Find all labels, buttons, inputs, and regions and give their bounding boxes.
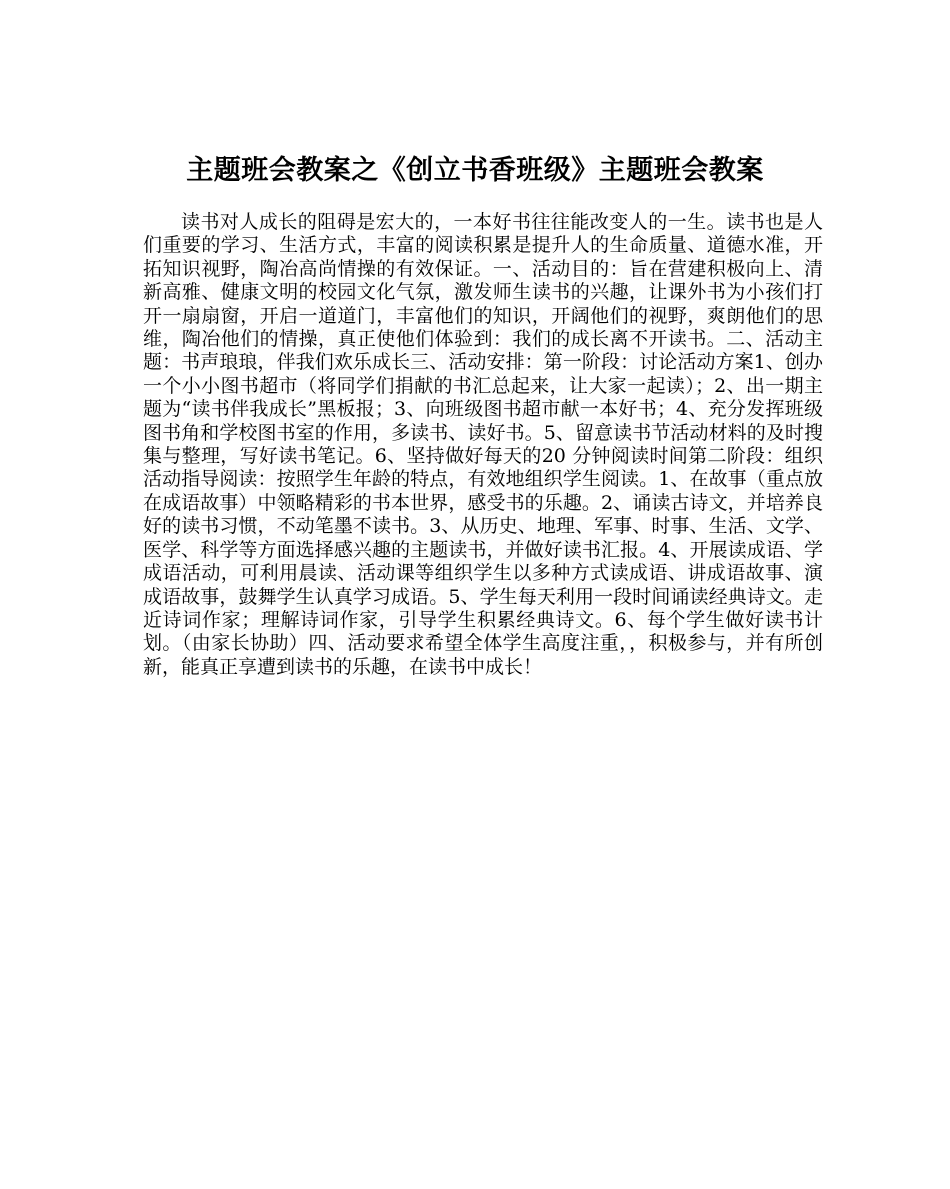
document-title: 主题班会教案之《创立书香班级》主题班会教案 bbox=[186, 155, 764, 187]
document-body-paragraph: 读书对人成长的阻碍是宏大的，一本好书往往能改变人的一生。读书也是人们重要的学习、生活方式，丰富的阅读积累是提升人的生命质量、道德水准，开拓知识视野，陶冶高尚情操的有效保证。一、活动目的：旨在营建积极向上、清新高雅、健康文明的校园文化气氛，激发师生读书的兴趣，让课外书为小孩们打开一扇扇窗，开启一道道门，丰富他们的知识，开阔他们的视野，爽朗他们的思维，陶冶他们的情操，真正使他们体验到：我们的成长离不开读书。二、活动主题：书声琅琅，伴我们欢乐成长三、活动安排：第一阶段：讨论活动方案1、创办一个小小图书超市（将同学们捐献的书汇总起来，让大家一起读）；2、出一期主题为“读书伴我成长”黑板报；3、向班级图书超市献一本好书；4、充分发挥班级图书角和学校图书室的作用，多读书、读好书。5、留意读书节活动材料的及时搜集与整理，写好读书笔记。6、坚持做好每天的20 分钟阅读时间第二阶段：组织活动指导阅读：按照学生年龄的特点，有效地组织学生阅读。1、在故事（重点放在成语故事）中领略精彩的书本世界，感受书的乐趣。2、诵读古诗文，并培养良好的读书习惯，不动笔墨不读书。3、从历史、地理、军事、时事、生活、文学、医学、科学等方面选择感兴趣的主题读书，并做好读书汇报。4、开展读成语、学成语活动，可利用晨读、活动课等组织学生以多种方式读成语、讲成语故事、演成语故事，鼓舞学生认真学习成语。5、学生每天利用一段时间诵读经典诗文。走近诗词作家；理解诗词作家，引导学生积累经典诗文。6、每个学生做好读书计划。（由家长协助）四、活动要求希望全体学生高度注重，，积极参与，并有所创新，能真正享遭到读书的乐趣，在读书中成长！ bbox=[143, 211, 823, 678]
